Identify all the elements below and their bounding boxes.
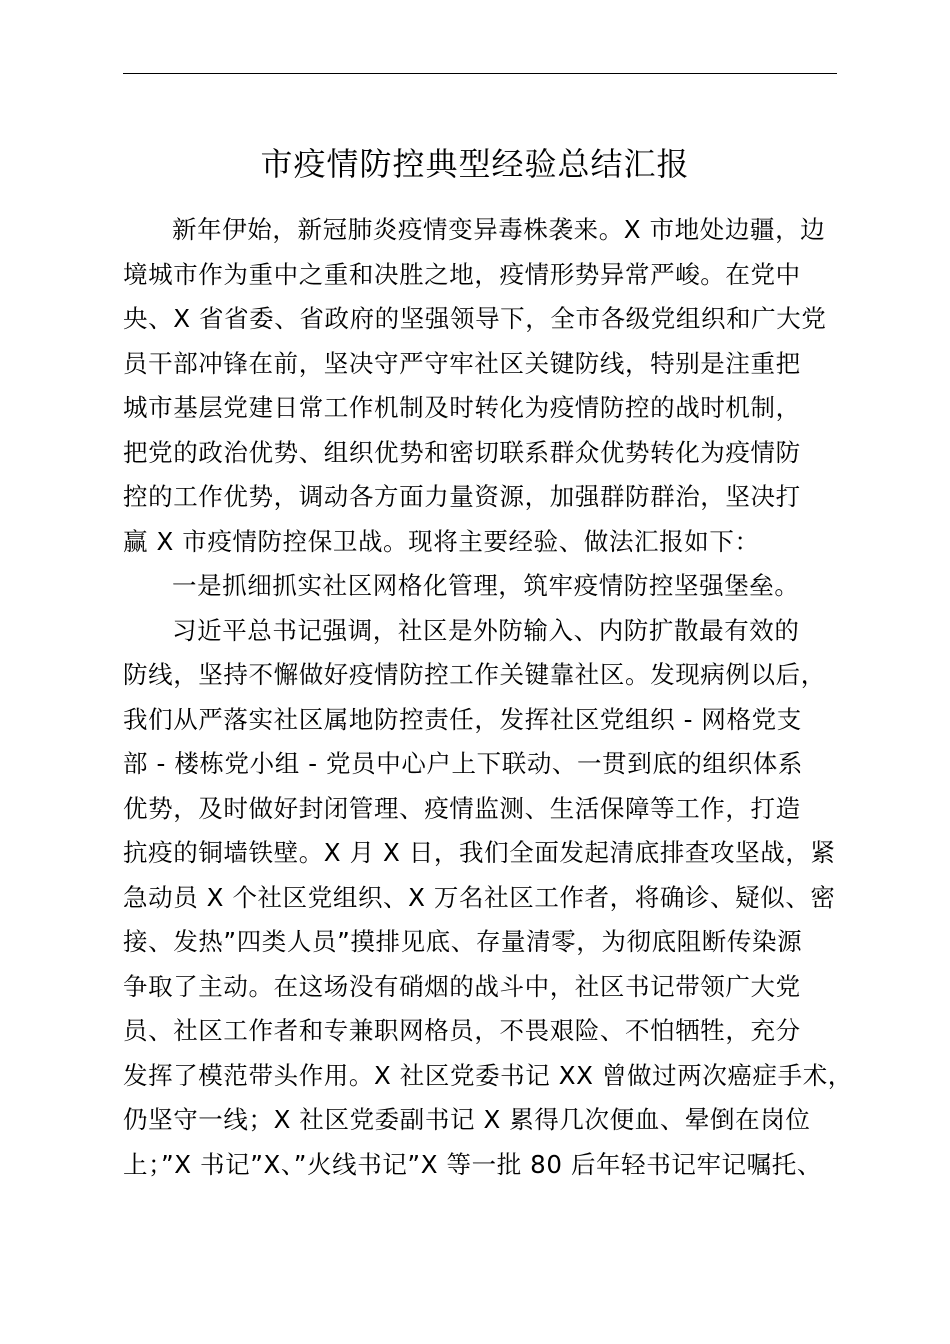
paragraph-line: 把党的政治优势、组织优势和密切联系群众优势转化为疫情防 [123,437,801,467]
paragraph-line: 习近平总书记强调，社区是外防输入、内防扩散最有效的 [172,615,800,645]
paragraph-line: 新年伊始，新冠肺炎疫情变异毒株袭来。X 市地处边疆，边 [172,215,826,244]
paragraph-line: 防线，坚持不懈做好疫情防控工作关键靠社区。发现病例以后， [123,660,826,689]
section-heading-line: 一是抓细抓实社区网格化管理，筑牢疫情防控坚强堡垒。 [172,571,800,600]
paragraph-line: 控的工作优势，调动各方面力量资源，加强群防群治，坚决打 [123,482,801,511]
paragraph-line: 仍坚守一线；X 社区党委副书记 X 累得几次便血、晕倒在岗位 [123,1105,811,1134]
paragraph-line: 争取了主动。在这场没有硝烟的战斗中，社区书记带领广大党 [123,971,801,1001]
paragraph-line: 城市基层党建日常工作机制及时转化为疫情防控的战时机制， [123,393,801,422]
paragraph-line: 我们从严落实社区属地防控责任，发挥社区党组织 - 网格党支 [123,704,802,734]
paragraph-line: 急动员 X 个社区党组织、X 万名社区工作者，将确诊、疑似、密 [123,882,836,912]
paragraph-line: 部 - 楼栋党小组 - 党员中心户上下联动、一贯到底的组织体系 [123,749,803,778]
paragraph-line: 赢 X 市疫情防控保卫战。现将主要经验、做法汇报如下： [123,526,760,556]
paragraph-line: 抗疫的铜墙铁壁。X 月 X 日，我们全面发起清底排查攻坚战，紧 [123,838,836,867]
paragraph-line: 优势，及时做好封闭管理、疫情监测、生活保障等工作，打造 [123,793,801,823]
paragraph-line: 员、社区工作者和专兼职网格员，不畏艰险、不怕牺牲，充分 [123,1016,801,1045]
paragraph-line: 央、X 省省委、省政府的坚强领导下，全市各级党组织和广大党 [123,304,827,333]
paragraph-line: 发挥了模范带头作用。X 社区党委书记 XX 曾做过两次癌症手术， [123,1060,853,1090]
document-title: 市疫情防控典型经验总结汇报 [260,145,690,183]
header-divider [123,73,837,74]
paragraph-line: 员干部冲锋在前，坚决守严守牢社区关键防线，特别是注重把 [123,348,801,378]
document-body [123,208,863,1187]
paragraph-line: 境城市作为重中之重和决胜之地，疫情形势异常严峻。在党中 [123,259,801,289]
paragraph-line: 接、发热”四类人员”摸排见底、存量清零，为彻底阻断传染源 [123,927,803,956]
paragraph-line: 上；”X 书记”X、”火线书记”X 等一批 80 后年轻书记牢记嘱托、 [123,1149,822,1179]
